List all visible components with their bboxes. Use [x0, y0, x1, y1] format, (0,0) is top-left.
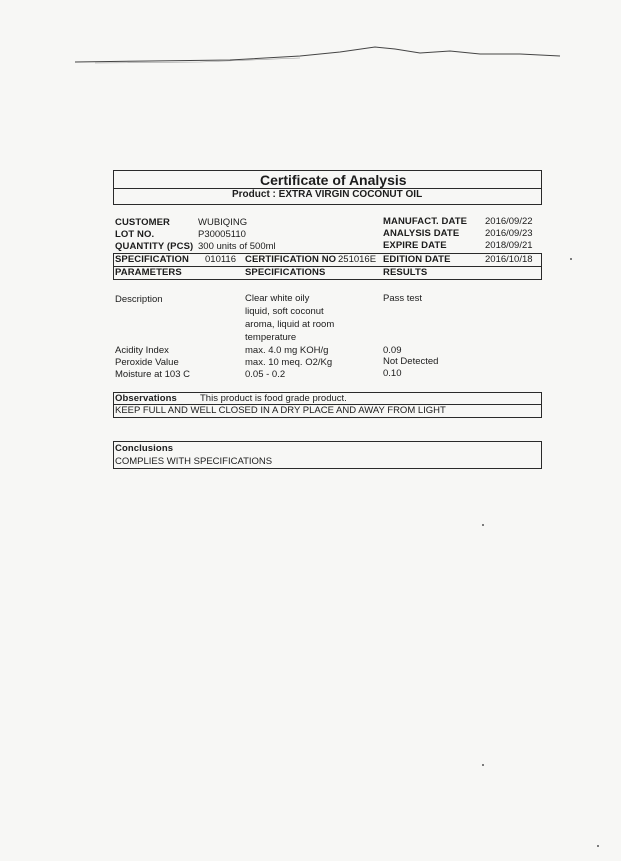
expire-date-value: 2018/09/21 [485, 240, 533, 251]
parameters-header: PARAMETERS [115, 267, 182, 278]
test-parameter: Acidity Index [115, 345, 169, 356]
test-result: 0.10 [383, 368, 402, 379]
test-specification-line: max. 4.0 mg KOH/g [245, 345, 329, 356]
analysis-date-value: 2016/09/23 [485, 228, 533, 239]
manufact-date-label: MANUFACT. DATE [383, 216, 468, 227]
test-specification-line: aroma, liquid at room [245, 319, 335, 330]
lot-label: LOT NO. [115, 229, 155, 240]
test-parameter: Peroxide Value [115, 357, 179, 368]
storage-instructions: KEEP FULL AND WELL CLOSED IN A DRY PLACE AND AWAY FROM LIGHT [115, 405, 446, 416]
specification-value: 010116 [205, 254, 236, 265]
test-result: Pass test [383, 293, 423, 304]
customer-value: WUBIQING [198, 217, 248, 228]
observations-label: Observations [115, 393, 177, 404]
test-result: 0.09 [383, 345, 402, 356]
manufact-date-value: 2016/09/22 [485, 216, 533, 227]
expire-date-label: EXPIRE DATE [383, 240, 447, 251]
quantity-value: 300 units of 500ml [198, 241, 276, 252]
product-name: Product : EXTRA VIRGIN COCONUT OIL [232, 189, 423, 200]
test-specification-line: max. 10 meq. O2/Kg [245, 357, 333, 368]
specification-label: SPECIFICATION [115, 254, 189, 265]
test-specification-line: liquid, soft coconut [245, 306, 324, 317]
quantity-label: QUANTITY (PCS) [115, 241, 194, 252]
test-specification-line: 0.05 - 0.2 [245, 369, 286, 380]
scan-speck [597, 845, 599, 847]
test-specification-line: Clear white oily [245, 293, 310, 304]
test-parameter: Description [115, 294, 163, 305]
certification-label: CERTIFICATION NO [245, 254, 337, 265]
certification-value: 251016E [338, 254, 377, 265]
document-title: Certificate of Analysis [260, 172, 407, 188]
analysis-date-label: ANALYSIS DATE [383, 228, 460, 239]
results-header: RESULTS [383, 267, 428, 278]
conclusions-label: Conclusions [115, 443, 174, 454]
customer-label: CUSTOMER [115, 217, 170, 228]
lot-value: P30005110 [198, 229, 246, 240]
test-result: Not Detected [383, 356, 439, 367]
scan-speck [482, 524, 484, 526]
conclusions-text: COMPLIES WITH SPECIFICATIONS [115, 456, 273, 467]
scan-speck [570, 258, 572, 260]
specifications-header: SPECIFICATIONS [245, 267, 326, 278]
edition-date-label: EDITION DATE [383, 254, 451, 265]
edition-date-value: 2016/10/18 [485, 254, 533, 265]
observations-text: This product is food grade product. [200, 393, 347, 404]
test-specification-line: temperature [245, 332, 297, 343]
paper-tear-edge [0, 30, 621, 70]
scan-speck [482, 764, 484, 766]
test-parameter: Moisture at 103 C [115, 369, 190, 380]
